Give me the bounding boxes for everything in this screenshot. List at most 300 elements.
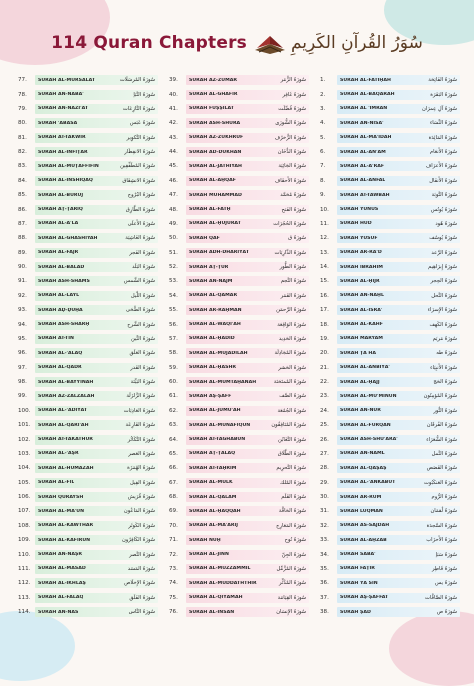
chapter-bar — [337, 334, 460, 344]
chapter-number: 10. — [320, 206, 329, 213]
chapter-number: 105. — [18, 479, 31, 486]
chapter-bar — [35, 291, 158, 301]
chapter-row — [320, 274, 460, 288]
chapter-arabic-name: سُورَةُ الأَعرَاف — [425, 163, 457, 170]
chapter-english-name: SURAH AL-ḤASHR — [189, 365, 236, 371]
chapter-arabic-name: سُورَةُ النَّبَإ — [133, 91, 155, 98]
chapter-arabic-name: سُورَةُ المُنَافِقُون — [271, 422, 306, 429]
chapter-number: 109. — [18, 537, 31, 544]
chapter-english-name: SURAH AL-'ĀDIYĀT — [38, 408, 88, 414]
chapter-row — [320, 174, 460, 188]
chapter-row — [18, 217, 158, 231]
chapter-number: 49. — [169, 220, 178, 227]
chapter-arabic-name: سُورَةُ عَبَس — [129, 120, 155, 127]
chapter-arabic-name: سُورَةُ المُجَادِلَة — [274, 350, 306, 357]
chapter-arabic-name: سُورَةُ الصَّف — [279, 393, 306, 400]
chapter-english-name: SURAH ADH-DHĀRIYĀT — [189, 250, 250, 256]
chapter-number: 23. — [320, 393, 329, 400]
chapter-number: 64. — [169, 436, 178, 443]
chapter-english-name: SURAH AT-TAGHĀBUN — [189, 437, 246, 443]
chapter-number: 95. — [18, 335, 27, 342]
chapter-number: 35. — [320, 565, 329, 572]
chapter-number: 113. — [18, 594, 31, 601]
chapter-bar — [186, 161, 309, 171]
chapter-row — [320, 404, 460, 418]
chapter-number: 17. — [320, 307, 329, 314]
chapter-english-name: SURAH AN-NŪR — [340, 408, 381, 414]
chapter-bar — [186, 550, 309, 560]
chapter-bar — [337, 435, 460, 445]
chapter-bar — [35, 492, 158, 502]
chapter-number: 110. — [18, 551, 31, 558]
chapter-arabic-name: سُورَةُ الجَاثِيَة — [278, 163, 306, 170]
chapter-row — [320, 576, 460, 590]
chapter-arabic-name: سُورَةُ الفِيل — [129, 479, 155, 486]
chapter-english-name: SURAH AL-IKHLĀṢ — [38, 580, 86, 586]
chapter-bar — [35, 90, 158, 100]
chapter-number: 88. — [18, 235, 27, 242]
chapter-number: 96. — [18, 350, 27, 357]
chapter-arabic-name: سُورَةُ الرُّوم — [431, 494, 457, 501]
chapter-arabic-name: سُورَةُ الذَّارِيَات — [274, 249, 306, 256]
chapter-english-name: SURAH AL-'AṢR — [38, 451, 79, 457]
chapter-bar — [337, 578, 460, 588]
chapter-bar — [35, 550, 158, 560]
chapter-number: 2. — [320, 91, 326, 98]
chapter-row — [18, 317, 158, 331]
chapter-row — [18, 375, 158, 389]
chapter-number: 112. — [18, 580, 31, 587]
chapter-english-name: SURAH YŪSUF — [340, 235, 378, 241]
chapter-bar — [186, 535, 309, 545]
chapter-row — [320, 476, 460, 490]
chapter-row — [320, 159, 460, 173]
chapter-number: 8. — [320, 177, 326, 184]
chapter-bar — [35, 406, 158, 416]
chapter-arabic-name: سُورَةُ مُحَمَّد — [280, 192, 306, 199]
chapter-arabic-name: سُورَةُ الزُّمَر — [280, 77, 306, 84]
chapter-bar — [186, 75, 309, 85]
chapter-english-name: SURAH AL-GHĀFIR — [189, 92, 238, 98]
chapter-bar — [35, 391, 158, 401]
chapter-bar — [337, 104, 460, 114]
chapter-bar — [186, 104, 309, 114]
chapter-row — [18, 476, 158, 490]
chapter-arabic-name: سُورَةُ الجِنّ — [281, 551, 306, 558]
chapter-bar — [35, 478, 158, 488]
chapter-row — [320, 418, 460, 432]
chapter-row — [18, 202, 158, 216]
chapter-number: 89. — [18, 249, 27, 256]
chapter-row — [320, 131, 460, 145]
chapter-number: 68. — [169, 494, 178, 501]
chapter-arabic-name: سُورَةُ المُزَّمِّل — [276, 565, 306, 572]
chapter-number: 19. — [320, 335, 329, 342]
chapter-number: 58. — [169, 350, 178, 357]
chapter-bar — [35, 506, 158, 516]
chapter-arabic-name: سُورَةُ قُرَيش — [127, 494, 155, 501]
chapter-number: 108. — [18, 522, 31, 529]
chapter-row — [169, 116, 309, 130]
chapter-row — [320, 432, 460, 446]
chapter-arabic-name: سُورَةُ يُوسُف — [429, 235, 457, 242]
chapter-arabic-name: سُورَةُ الصَّافَّات — [425, 594, 457, 601]
chapter-row — [169, 346, 309, 360]
chapter-row — [169, 260, 309, 274]
chapter-row — [320, 217, 460, 231]
chapter-bar — [35, 348, 158, 358]
chapter-english-name: SURAH AL-AN'ĀM — [340, 149, 386, 155]
chapter-row — [169, 317, 309, 331]
chapter-number: 94. — [18, 321, 27, 328]
chapter-english-name: SURAH AL-QIYĀMAH — [189, 595, 243, 601]
chapter-row — [320, 260, 460, 274]
chapter-number: 66. — [169, 465, 178, 472]
chapter-bar — [337, 478, 460, 488]
chapter-bar — [186, 564, 309, 574]
chapter-row — [18, 131, 158, 145]
arabic-title: سُوَرُ القُرآنِ الكَرِيمِ — [290, 33, 423, 53]
chapter-arabic-name: سُورَةُ الفَاتِحَة — [428, 77, 457, 84]
chapter-bar — [337, 133, 460, 143]
chapter-arabic-name: سُورَةُ ق — [288, 235, 306, 242]
chapter-english-name: SURAH AL-MURSALĀT — [38, 77, 96, 83]
chapter-bar — [337, 593, 460, 603]
chapter-number: 92. — [18, 292, 27, 299]
chapter-row — [169, 289, 309, 303]
chapter-arabic-name: سُورَةُ الحَشر — [278, 364, 306, 371]
chapter-bar — [35, 133, 158, 143]
chapter-english-name: SURAH AṬ-ṬALĀQ — [189, 451, 236, 457]
chapter-bar — [337, 291, 460, 301]
chapter-number: 74. — [169, 580, 178, 587]
chapter-english-name: SURAH MARYAM — [340, 336, 383, 342]
chapter-arabic-name: سُورَةُ الأَنفَال — [429, 177, 457, 184]
chapter-number: 73. — [169, 565, 178, 572]
chapter-row — [320, 102, 460, 116]
page-title: 114 Quran Chapters — [51, 33, 247, 53]
chapter-row — [320, 504, 460, 518]
chapter-english-name: SURAH AZ-ZUKHRUF — [189, 135, 244, 141]
chapter-bar — [35, 607, 158, 617]
chapter-row — [18, 159, 158, 173]
chapter-number: 70. — [169, 522, 178, 529]
chapter-arabic-name: سُورَةُ الانفِطَار — [124, 149, 155, 156]
chapter-arabic-name: سُورَةُ المُلك — [279, 479, 306, 486]
chapter-arabic-name: سُورَةُ الأَحقَاف — [274, 177, 306, 184]
chapter-english-name: SURAH AL-'ALAQ — [38, 350, 83, 356]
chapter-arabic-name: سُورَةُ يُونُس — [430, 206, 457, 213]
chapter-number: 86. — [18, 206, 27, 213]
chapter-row — [169, 246, 309, 260]
chapter-row — [169, 605, 309, 619]
chapter-row — [18, 562, 158, 576]
chapter-english-name: SURAH ṬĀ HĀ — [340, 350, 376, 356]
chapter-number: 111. — [18, 565, 31, 572]
chapter-row — [320, 332, 460, 346]
chapter-row — [320, 346, 460, 360]
chapter-row — [320, 116, 460, 130]
chapter-english-name: SURAH AL-FAJR — [38, 250, 79, 256]
chapter-bar — [337, 550, 460, 560]
chapter-english-name: SURAH AL-MA'ĀRIJ — [189, 523, 238, 529]
chapter-number: 78. — [18, 91, 27, 98]
chapter-row — [320, 547, 460, 561]
chapter-number: 106. — [18, 494, 31, 501]
chapter-row — [320, 375, 460, 389]
chapter-arabic-name: سُورَةُ الرَّحمَن — [276, 307, 306, 314]
chapter-number: 31. — [320, 508, 329, 515]
chapter-arabic-name: سُورَةُ الرَّعد — [431, 249, 457, 256]
chapter-row — [320, 145, 460, 159]
chapter-bar — [337, 118, 460, 128]
chapter-bar — [337, 463, 460, 473]
chapter-arabic-name: سُورَةُ الشَّمس — [123, 278, 155, 285]
chapter-number: 82. — [18, 149, 27, 156]
chapter-arabic-name: سُورَةُ النَّاس — [128, 609, 155, 616]
chapter-bar — [35, 435, 158, 445]
chapter-arabic-name: سُورَةُ الشُّورَى — [275, 120, 306, 127]
chapter-number: 51. — [169, 249, 178, 256]
chapter-bar — [186, 506, 309, 516]
chapter-row — [320, 289, 460, 303]
chapter-row — [320, 303, 460, 317]
chapter-row — [18, 346, 158, 360]
chapter-number: 11. — [320, 220, 329, 227]
chapter-bar — [337, 176, 460, 186]
chapter-number: 3. — [320, 105, 326, 112]
chapter-bar — [35, 363, 158, 373]
chapter-english-name: SURAH AL-BURŪJ — [38, 192, 84, 198]
chapter-english-name: SURAH AR-RAḤMĀN — [189, 307, 242, 313]
chapter-row — [18, 490, 158, 504]
chapter-arabic-name: سُورَةُ الغَاشِيَة — [125, 235, 155, 242]
chapter-row — [18, 303, 158, 317]
chapter-arabic-name: سُورَةُ الحَاقَّة — [278, 508, 306, 515]
chapter-number: 100. — [18, 407, 31, 414]
chapter-arabic-name: سُورَةُ العَلَق — [129, 350, 155, 357]
chapter-arabic-name: سُورَةُ النَّمل — [431, 450, 457, 457]
chapter-arabic-name: سُورَةُ الهُمَزَة — [127, 465, 155, 472]
chapter-number: 102. — [18, 436, 31, 443]
chapter-bar — [186, 248, 309, 258]
chapter-english-name: SURAH AL-A'RĀF — [340, 163, 385, 169]
chapter-number: 56. — [169, 321, 178, 328]
chapter-arabic-name: سُورَةُ المُدَّثِّر — [279, 580, 306, 587]
chapter-english-name: SURAH FUṢṢILAT — [189, 106, 234, 112]
chapter-number: 91. — [18, 278, 27, 285]
chapter-english-name: SURAH AL-QĀRI'AH — [38, 422, 89, 428]
chapter-number: 41. — [169, 105, 178, 112]
chapter-number: 60. — [169, 379, 178, 386]
chapter-bar — [35, 449, 158, 459]
chapter-english-name: SURAH AL-JUMU'AH — [189, 408, 241, 414]
chapter-arabic-name: سُورَةُ التَّكوِير — [126, 134, 155, 141]
chapter-bar — [337, 506, 460, 516]
chapter-row — [18, 188, 158, 202]
chapter-bar — [35, 233, 158, 243]
header — [0, 22, 474, 64]
chapter-bar — [35, 248, 158, 258]
chapter-english-name: SURAH AL-KĀFIRŪN — [38, 537, 91, 543]
chapter-bar — [35, 420, 158, 430]
chapter-arabic-name: سُورَةُ سَبَإ — [435, 551, 457, 558]
chapter-bar — [186, 133, 309, 143]
chapter-row — [320, 361, 460, 375]
chapter-arabic-name: سُورَةُ الضُّحَى — [125, 307, 155, 314]
chapter-arabic-name: سُورَةُ الفَجر — [129, 249, 155, 256]
chapter-row — [169, 332, 309, 346]
chapter-english-name: SURAH AL-ḤUJURĀT — [189, 221, 241, 227]
chapter-number: 24. — [320, 407, 329, 414]
chapter-row — [18, 547, 158, 561]
chapter-english-name: SURAH AṢ-ṢAFF — [189, 393, 232, 399]
chapter-bar — [35, 205, 158, 215]
chapter-number: 84. — [18, 177, 27, 184]
chapter-bar — [186, 478, 309, 488]
chapter-english-name: SURAH AL-LAYL — [38, 293, 80, 299]
chapter-arabic-name: سُورَةُ المُؤمِنُون — [423, 393, 457, 400]
chapter-row — [18, 289, 158, 303]
chapter-number: 21. — [320, 364, 329, 371]
chapter-english-name: SURAH AL-BAYYINAH — [38, 379, 94, 385]
chapter-bar — [337, 535, 460, 545]
chapter-english-name: SURAH AL-A'LĀ — [38, 221, 79, 227]
chapter-arabic-name: سُورَةُ البَقَرَة — [430, 91, 457, 98]
chapter-row — [320, 562, 460, 576]
chapter-english-name: SURAH AL-MU'MINŪN — [340, 393, 397, 399]
chapter-english-name: SURAH AL-ANFĀL — [340, 178, 386, 184]
chapter-number: 22. — [320, 379, 329, 386]
chapter-number: 114. — [18, 609, 31, 616]
chapter-number: 18. — [320, 321, 329, 328]
chapter-number: 71. — [169, 537, 178, 544]
chapter-number: 32. — [320, 522, 329, 529]
chapter-arabic-name: سُورَةُ الأَنعَام — [429, 149, 457, 156]
chapter-bar — [35, 305, 158, 315]
chapter-english-name: SURAH AL-AḤQĀF — [189, 178, 236, 184]
chapter-english-name: SURAH AN-NĀZI'ĀT — [38, 106, 89, 112]
chapter-arabic-name: سُورَةُ المُرسَلَات — [119, 77, 155, 84]
chapter-english-name: SURAH AN-NAML — [340, 451, 385, 457]
chapter-english-name: SURAH AL-MULK — [189, 480, 233, 486]
chapter-number: 6. — [320, 149, 326, 156]
chapter-row — [169, 447, 309, 461]
chapter-english-name: SURAH AT-TĪN — [38, 336, 74, 342]
chapter-row — [18, 432, 158, 446]
chapter-row — [18, 418, 158, 432]
chapter-arabic-name: سُورَةُ القِيَامَة — [277, 594, 306, 601]
chapter-arabic-name: سُورَةُ الأَحزَاب — [426, 537, 457, 544]
chapter-number: 33. — [320, 537, 329, 544]
chapter-arabic-name: سُورَةُ السَّجدَة — [426, 522, 457, 529]
chapter-english-name: SURAH MUHAMMAD — [189, 192, 242, 198]
chapter-row — [320, 188, 460, 202]
chapter-arabic-name: سُورَةُ يس — [435, 580, 457, 587]
chapter-bar — [35, 578, 158, 588]
chapter-row — [320, 317, 460, 331]
chapter-arabic-name: سُورَةُ المَسَد — [127, 565, 155, 572]
chapter-arabic-name: سُورَةُ الزُّخرُف — [274, 134, 306, 141]
chapter-number: 77. — [18, 77, 27, 84]
chapter-arabic-name: سُورَةُ النَّازِعَات — [122, 105, 155, 112]
chapter-bar — [35, 521, 158, 531]
chapter-number: 48. — [169, 206, 178, 213]
chapter-arabic-name: سُورَةُ الأَعلَى — [127, 220, 155, 227]
chapter-number: 53. — [169, 278, 178, 285]
chapter-english-name: SURAH AZ-ZALZALAH — [38, 393, 95, 399]
chapter-arabic-name: سُورَةُ الكَوثَر — [128, 522, 155, 529]
chapter-english-name: SURAH NŪḤ — [189, 537, 221, 543]
chapter-bar — [35, 320, 158, 330]
chapter-arabic-name: سُورَةُ النُّور — [433, 407, 457, 414]
chapter-bar — [186, 276, 309, 286]
chapter-arabic-name: سُورَةُ الطُّور — [279, 264, 306, 271]
chapter-number: 14. — [320, 264, 329, 271]
chapter-english-name: SURAH AL-INSHIQĀQ — [38, 178, 93, 184]
chapter-row — [18, 174, 158, 188]
chapter-arabic-name: سُورَةُ الدُّخَان — [277, 149, 306, 156]
decor-blob-pink-bottom — [389, 611, 474, 686]
chapter-row — [169, 87, 309, 101]
chapter-number: 98. — [18, 379, 27, 386]
chapter-arabic-name: سُورَةُ الفَلَق — [129, 594, 155, 601]
chapter-arabic-name: سُورَةُ الشُّعَرَاء — [426, 436, 457, 443]
chapter-bar — [35, 104, 158, 114]
chapter-arabic-name: سُورَةُ الإِسرَاء — [427, 307, 457, 314]
chapter-english-name: SURAH AN-NABA' — [38, 92, 84, 98]
chapter-arabic-name: سُورَةُ المَاعُون — [123, 508, 155, 515]
chapter-row — [169, 145, 309, 159]
chapters-column-2 — [169, 73, 309, 619]
chapter-bar — [186, 320, 309, 330]
chapter-english-name: SURAH AL-QAṢAṢ — [340, 465, 387, 471]
chapter-row — [320, 389, 460, 403]
chapter-bar — [337, 521, 460, 531]
chapter-english-name: SURAH AL-QALAM — [189, 494, 237, 500]
chapter-number: 36. — [320, 580, 329, 587]
chapter-arabic-name: سُورَةُ الشَّرح — [127, 321, 155, 328]
chapter-english-name: SURAH AN-NAJM — [189, 278, 233, 284]
chapter-bar — [337, 391, 460, 401]
chapter-bar — [337, 305, 460, 315]
chapter-number: 42. — [169, 120, 178, 127]
chapter-arabic-name: سُورَةُ فُصِّلَت — [278, 105, 306, 112]
chapter-row — [169, 504, 309, 518]
chapter-number: 85. — [18, 192, 27, 199]
chapter-row — [18, 246, 158, 260]
chapter-english-name: SURAH SABA' — [340, 552, 376, 558]
chapter-bar — [186, 406, 309, 416]
chapter-english-name: SURAH AL-ḤĀQQAH — [189, 508, 241, 514]
chapter-number: 57. — [169, 335, 178, 342]
chapter-row — [18, 332, 158, 346]
chapter-row — [18, 116, 158, 130]
chapter-bar — [35, 276, 158, 286]
chapter-row — [320, 73, 460, 87]
chapter-english-name: SURAH AL-GHĀSHIYAH — [38, 235, 98, 241]
chapter-arabic-name: سُورَةُ التَّغَابُن — [278, 436, 306, 443]
chapter-arabic-name: سُورَةُ غَافِر — [282, 91, 306, 98]
chapter-english-name: SURAH AL-MUMTAḤANAH — [189, 379, 257, 385]
chapter-bar — [337, 564, 460, 574]
chapter-english-name: SURAH AL-INFIṬĀR — [38, 149, 88, 155]
chapter-english-name: SURAH AL-'ANKABŪT — [340, 480, 396, 486]
chapter-english-name: SURAH AL-FATḤ — [189, 207, 231, 213]
chapter-number: 5. — [320, 134, 326, 141]
chapter-number: 26. — [320, 436, 329, 443]
chapter-row — [169, 533, 309, 547]
